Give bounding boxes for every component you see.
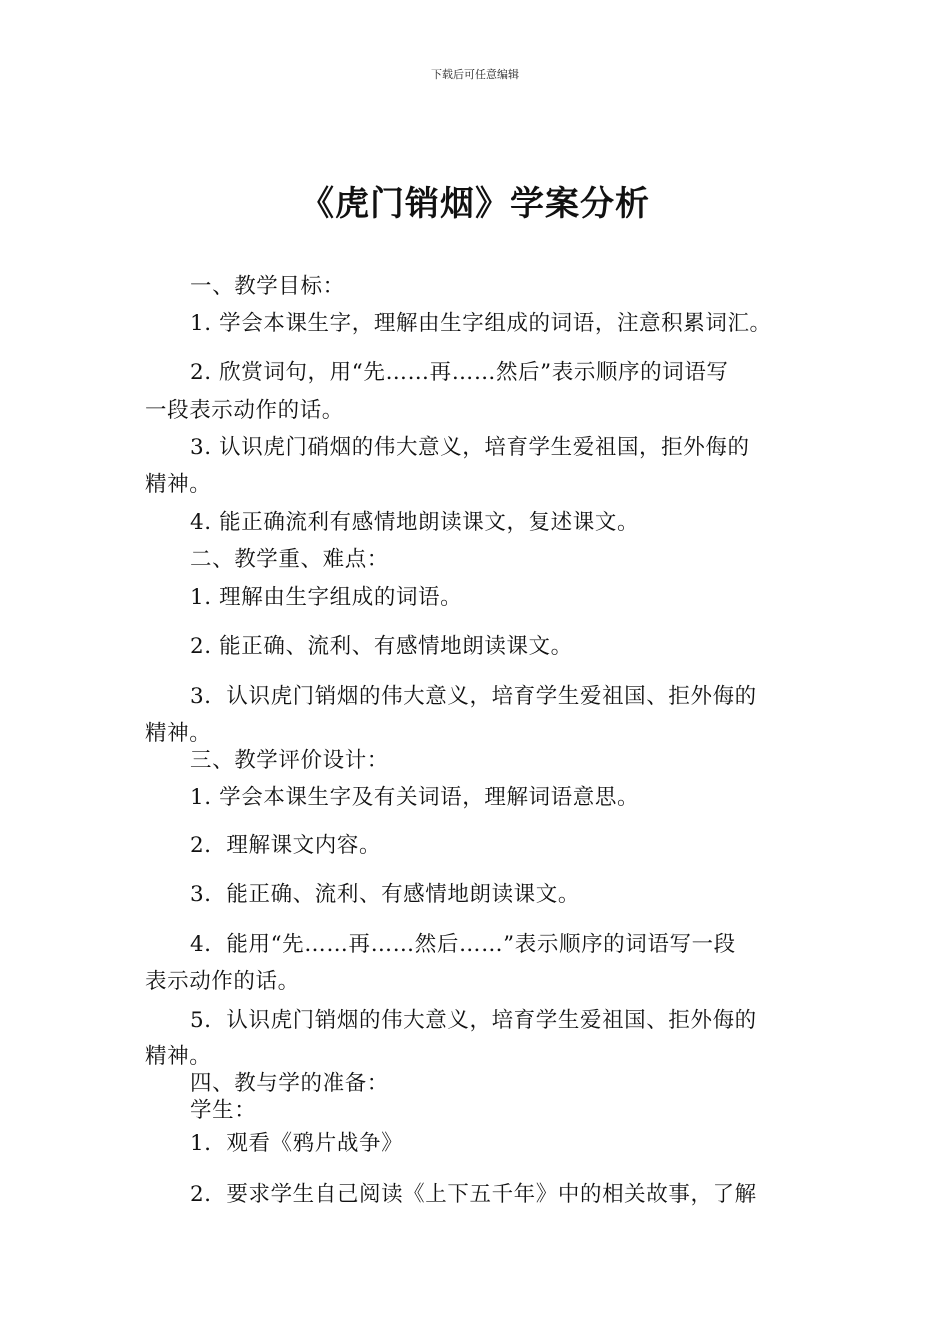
section-heading-goals: 一、教学目标： xyxy=(190,274,345,299)
paragraph-line: 学生： xyxy=(190,1098,257,1123)
section-heading-preparation: 四、教与学的准备： xyxy=(190,1071,389,1096)
paragraph-line: 4. 能正确流利有感情地朗读课文，复述课文。 xyxy=(190,510,640,535)
paragraph-line: 1. 理解由生字组成的词语。 xyxy=(190,585,463,610)
paragraph-line: 2．要求学生自己阅读《上下五千年》中的相关故事，了解 xyxy=(190,1182,757,1207)
paragraph-line: 5．认识虎门销烟的伟大意义，培育学生爱祖国、拒外侮的 xyxy=(190,1008,757,1033)
paragraph-line: 2．理解课文内容。 xyxy=(190,833,382,858)
paragraph-line: 3．认识虎门销烟的伟大意义，培育学生爱祖国、拒外侮的 xyxy=(190,684,757,709)
paragraph-line: 精神。 xyxy=(145,721,212,746)
paragraph-line: 4．能用“先……再……然后……”表示顺序的词语写一段 xyxy=(190,932,736,957)
paragraph-line: 3．能正确、流利、有感情地朗读课文。 xyxy=(190,882,580,907)
paragraph-line: 2. 能正确、流利、有感情地朗读课文。 xyxy=(190,634,573,659)
paragraph-line: 精神。 xyxy=(145,1044,212,1069)
paragraph-line: 3. 认识虎门硝烟的伟大意义，培育学生爱祖国，拒外侮的 xyxy=(190,435,750,460)
section-heading-keypoints: 二、教学重、难点： xyxy=(190,547,389,572)
document-title: 《虎门销烟》学案分析 xyxy=(300,184,650,224)
paragraph-line: 2. 欣赏词句，用“先……再……然后”表示顺序的词语写 xyxy=(190,360,729,385)
header-note: 下载后可任意编辑 xyxy=(431,68,519,81)
paragraph-line: 精神。 xyxy=(145,472,212,497)
paragraph-line: 1．观看《鸦片战争》 xyxy=(190,1131,404,1156)
paragraph-line: 一段表示动作的话。 xyxy=(145,398,344,423)
paragraph-line: 1. 学会本课生字及有关词语，理解词语意思。 xyxy=(190,785,640,810)
section-heading-evaluation: 三、教学评价设计： xyxy=(190,748,389,773)
paragraph-line: 1. 学会本课生字，理解由生字组成的词语，注意积累词汇。 xyxy=(190,311,772,336)
paragraph-line: 表示动作的话。 xyxy=(145,969,300,994)
